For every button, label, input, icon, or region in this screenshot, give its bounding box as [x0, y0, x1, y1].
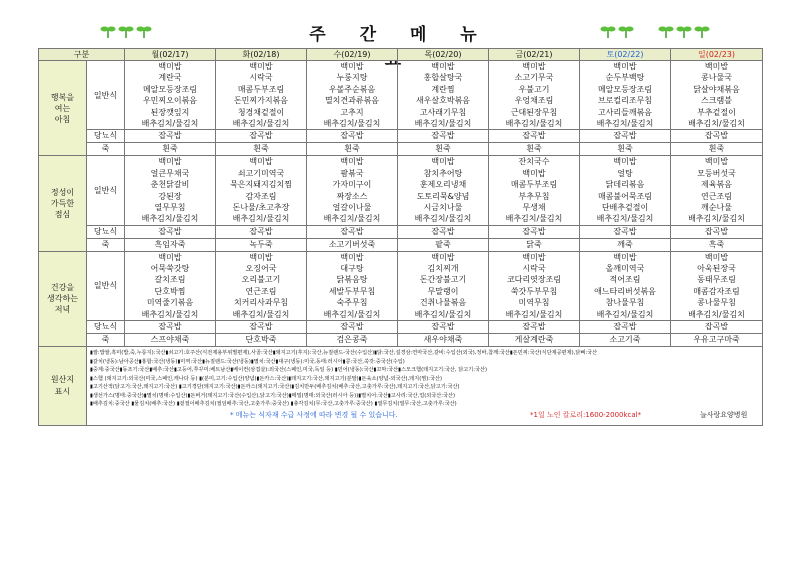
menu-item: 팜볶국	[340, 168, 364, 178]
menu-item: 누룽지탕	[336, 73, 368, 83]
menu-item: 배추김치/물김치	[505, 214, 563, 224]
meal-label-line: 건강을	[50, 283, 75, 293]
menu-item: 배추김치/물김치	[232, 214, 290, 224]
porridge-item: 흰죽	[489, 143, 580, 156]
diabetic-item: 잡곡밥	[125, 321, 216, 334]
menu-item: 백미밥	[704, 252, 729, 262]
lunch-porridge-row	[39, 238, 763, 251]
lunch-label	[39, 156, 87, 251]
menu-item: 무말랭이	[427, 286, 459, 296]
porridge-label: 죽	[87, 238, 125, 251]
menu-item: 부추겉절이	[697, 107, 736, 117]
day-menu-cell	[307, 251, 398, 320]
menu-item: 닭살야채볶음	[693, 84, 740, 94]
menu-item: 고사리들깨볶음	[597, 107, 653, 117]
day-menu-cell	[307, 61, 398, 130]
menu-item: 백미밥	[249, 62, 273, 71]
menu-item: 돈간장불고기	[419, 275, 467, 285]
menu-item: 메알모등장조림	[142, 84, 198, 94]
diabetic-item: 잡곡밥	[580, 130, 671, 143]
day-menu-cell	[671, 61, 763, 130]
menu-item: 백미밥	[522, 252, 546, 262]
menu-item: 배추김치/물김치	[414, 214, 472, 224]
menu-item: 백미밥	[431, 252, 455, 262]
menu-item: 배추김치/물김치	[414, 118, 472, 128]
menu-item: 배추김치/물김치	[505, 118, 563, 128]
sprout-icon	[676, 24, 692, 38]
menu-item: 배추김치/물김치	[141, 214, 199, 224]
day-header-fri: 금(02/21)	[489, 49, 580, 61]
menu-item: 배추김치/물김치	[596, 214, 654, 224]
menu-item: 메알모등장조림	[597, 84, 653, 94]
porridge-item: 단호박죽	[216, 334, 307, 347]
general-label: 일반식	[87, 251, 125, 320]
menu-item: 된장깻잎지	[150, 107, 190, 117]
porridge-item: 스프야채죽	[125, 334, 216, 347]
meal-label-line: 정성이	[50, 188, 75, 198]
menu-item: 쑥갓두부무침	[510, 286, 558, 296]
diabetic-item: 잡곡밥	[216, 225, 307, 238]
menu-item: 백미밥	[522, 62, 546, 71]
menu-item: 미역줄기볶음	[146, 298, 194, 308]
sprout-icon	[600, 24, 616, 38]
menu-item: 백미밥	[613, 252, 637, 262]
dinner-diabetic-row	[39, 321, 763, 334]
meal-label-line: 여는	[54, 103, 71, 113]
menu-item: 콩나물국	[701, 73, 732, 83]
day-menu-cell	[580, 61, 671, 130]
menu-item: 배추김치/물김치	[596, 118, 654, 128]
day-menu-cell	[489, 61, 580, 130]
menu-item: 배추김치/물김치	[232, 309, 290, 319]
menu-item: 열무무침	[154, 202, 186, 212]
diabetic-item: 잡곡밥	[307, 130, 398, 143]
menu-item: 백미밥	[431, 62, 455, 71]
menu-item: 짜장소스	[336, 191, 368, 201]
day-menu-cell	[125, 61, 216, 130]
meal-label-line: 행복을	[50, 92, 75, 102]
sprout-icon	[100, 24, 116, 38]
diabetic-item: 잡곡밥	[671, 321, 763, 334]
menu-item: 콩나물무침	[697, 298, 736, 308]
menu-item: 백미밥	[158, 157, 182, 167]
day-menu-cell	[580, 251, 671, 320]
menu-item: 배추김치/물김치	[688, 214, 745, 224]
diabetic-item: 잡곡밥	[671, 225, 763, 238]
porridge-item: 팥죽	[398, 238, 489, 251]
sprout-icon	[118, 24, 134, 38]
menu-item: 숙주무침	[336, 298, 368, 308]
menu-item: 배추김치/물김치	[596, 309, 654, 319]
gubun-header: 구분	[39, 49, 125, 61]
dinner-porridge-row	[39, 334, 763, 347]
menu-item: 배추김치/물김치	[414, 309, 472, 319]
menu-item: 잔치국수	[518, 157, 550, 167]
menu-item: 적어조림	[609, 275, 641, 285]
menu-item: 깨순나물	[701, 202, 732, 212]
menu-item: 무생채	[522, 202, 546, 212]
meal-label-line: 점심	[54, 210, 71, 220]
diabetic-item: 잡곡밥	[125, 130, 216, 143]
day-menu-cell	[216, 156, 307, 225]
menu-item: 순두부백탕	[605, 73, 645, 83]
menu-item: 배추김치/물김치	[232, 118, 290, 128]
origin-label-line: 원산지	[50, 374, 75, 384]
menu-item: 멸치견과류볶음	[324, 96, 380, 106]
breakfast-label	[39, 61, 87, 156]
menu-item: 단호박찜	[154, 286, 186, 296]
menu-item: 브로컬리조무침	[597, 96, 653, 106]
origin-line: ▮갈치(냉동):남아공산▮홍합:국산(냉동)▮미역:국산▮뉴질랜드:국산(냉동)▮멸치:국산▮대구(냉동):미국,동태:러시아▮콩:국산,쑥갓:중국산(수입)	[90, 358, 405, 365]
menu-item: 김치찌개	[427, 264, 459, 274]
menu-item: 배추김치/물김치	[323, 309, 381, 319]
menu-item: 돈나물/초고추장	[232, 202, 290, 212]
menu-item: 제육볶음	[701, 180, 732, 190]
diabetic-item: 잡곡밥	[125, 225, 216, 238]
menu-item: 배추김치/물김치	[323, 214, 381, 224]
diabetic-item: 잡곡밥	[580, 225, 671, 238]
day-header-mon: 월(02/17)	[125, 49, 216, 61]
menu-item: 얼탕	[617, 168, 633, 178]
day-menu-cell	[398, 251, 489, 320]
lunch-general-row	[39, 156, 763, 225]
origin-label	[39, 347, 87, 426]
menu-item: 홍합살탕국	[423, 73, 463, 83]
menu-item: 아욱된장국	[697, 264, 736, 274]
day-header-wed: 수(02/19)	[307, 49, 398, 61]
porridge-item: 닭죽	[489, 238, 580, 251]
menu-item: 우민찌오이볶음	[142, 96, 198, 106]
day-header-sun: 일(02/23)	[671, 49, 763, 61]
menu-item: 단배추겉절이	[601, 202, 649, 212]
porridge-item: 흰죽	[307, 143, 398, 156]
meal-label-line: 아침	[54, 114, 71, 124]
menu-item: 얼갈이나물	[332, 202, 372, 212]
menu-item: 배추김치/물김치	[688, 309, 745, 319]
title-bar	[0, 18, 800, 48]
menu-item: 어묵쑥갓탕	[150, 264, 190, 274]
origin-line: ▮고기산적(닭고기:국산,돼지고기:국산) ▮고기경단(돼지고기:국산)▮돈까스(돼지고기:국산)▮김치만두(배추김치(배추:국산,고춧가루:국산),돼지고기:국산,닭고기:국산)	[90, 384, 460, 391]
menu-item: 계란찜	[431, 84, 455, 94]
porridge-item: 게살계란죽	[489, 334, 580, 347]
menu-item: 건취나물볶음	[419, 298, 467, 308]
menu-item: 매콤감자조림	[693, 286, 740, 296]
porridge-item: 검은콩죽	[307, 334, 398, 347]
day-header-thu: 목(02/20)	[398, 49, 489, 61]
menu-item: 청경채겉절이	[237, 107, 285, 117]
menu-item: 배추김치/물김치	[141, 309, 199, 319]
menu-item: 새우살호박볶음	[415, 96, 471, 106]
origin-row	[39, 347, 763, 426]
menu-item: 고사래기무침	[419, 107, 467, 117]
day-menu-cell	[671, 251, 763, 320]
menu-item: 스크램블	[701, 96, 732, 106]
weekly-menu-table	[38, 48, 763, 426]
menu-item: 코다리엿장조림	[506, 275, 562, 285]
day-menu-cell	[489, 156, 580, 225]
day-menu-cell	[671, 156, 763, 225]
porridge-item: 흑죽	[671, 238, 763, 251]
menu-item: 백미밥	[249, 157, 273, 167]
meal-label-line: 가득한	[50, 199, 75, 209]
menu-item: 치커리사과무침	[233, 298, 289, 308]
dinner-general-row	[39, 251, 763, 320]
origin-line: ▮스햄 (돼지고기:외국산(미국,스페인,캐나다 등) ▮(분미,고기:수입산(양념)▮돈카스:국산)▮돼지고기:국산,돼지고기(분말)▮돈육소(양념-외국산),돼지(찜):국산)	[90, 375, 443, 382]
sprout-icon	[136, 24, 152, 38]
day-menu-cell	[216, 251, 307, 320]
diabetic-item: 잡곡밥	[489, 321, 580, 334]
menu-item: 근대된장무침	[510, 107, 558, 117]
menu-item: 감자조림	[245, 191, 277, 201]
menu-item: 시락국	[249, 73, 273, 83]
diabetic-item: 잡곡밥	[671, 130, 763, 143]
day-menu-cell	[489, 251, 580, 320]
meal-label-line: 저녁	[54, 305, 71, 315]
breakfast-diabetic-row	[39, 130, 763, 143]
porridge-label: 죽	[87, 143, 125, 156]
menu-item: 닭볶음탕	[336, 275, 368, 285]
menu-item: 백미밥	[613, 157, 637, 167]
sprout-icon	[618, 24, 634, 38]
menu-item: 강된장	[158, 191, 182, 201]
menu-item: 미역무침	[518, 298, 550, 308]
general-label: 일반식	[87, 156, 125, 225]
diabetic-item: 잡곡밥	[307, 321, 398, 334]
menu-item: 백미밥	[340, 62, 364, 71]
menu-item: 고추지	[340, 107, 364, 117]
origin-line: ▮생선가스(명태:중국산)▮멸치(명태:수입산)▮돈버거(돼지고기:국산(수입산),닭고기:국산)▮메밀(명태:외국산(러시아 등))▮멸치어:국산▮고사리:국산,얼(외국산:국산)	[90, 392, 456, 399]
menu-item: 애느타리버섯볶음	[594, 286, 656, 296]
menu-item: 훈제오리냉채	[419, 180, 467, 190]
sprout-icon	[694, 24, 710, 38]
menu-item: 백미밥	[613, 62, 637, 71]
lunch-diabetic-row	[39, 225, 763, 238]
menu-item: 연근조림	[701, 191, 732, 201]
menu-item: 백미밥	[249, 252, 273, 262]
diabetic-item: 잡곡밥	[398, 130, 489, 143]
origin-line: ▮중계:중국산▮동조기:국산▮배추:국산▮고등어,쭈꾸미:베트남산▮베이컨(삼겹살):외국산(스페인,미국,독일 등) ▮민어(냉동):국산▮꼬막:국산▮스모크햄(돼지고기:국산, 닭고기:국산)	[90, 367, 488, 374]
menu-item: 돈민찌가지볶음	[233, 96, 289, 106]
origin-line: ▮쌀:밥쌀,흑미(밥,죽,누룽지):국산▮쇠고기:호주산(식전제용부위별편제),사골:국산▮돼지고기(후지):국산,뉴질랜드-국산(수입산)▮닭:국산,설경삼:연마국산,갈비:수입산(외국),정바,참깨:국산▮돈민찌:국산(식단제공편제),닭뼈:국산	[90, 350, 598, 357]
menu-item: 동태무조림	[697, 275, 736, 285]
menu-item: 닭데리볶음	[605, 180, 645, 190]
day-header-tue: 화(02/18)	[216, 49, 307, 61]
porridge-label: 죽	[87, 334, 125, 347]
day-header-sat: 토(02/22)	[580, 49, 671, 61]
day-menu-cell	[580, 156, 671, 225]
menu-item: 묵은지돼지김치찜	[230, 180, 292, 190]
day-menu-cell	[398, 156, 489, 225]
menu-change-note: * 메뉴는 식자재 수급 사정에 따라 변경 될 수 있습니다.	[230, 410, 398, 419]
porridge-item: 녹두죽	[216, 238, 307, 251]
menu-item: 백미밥	[522, 168, 546, 178]
menu-item: 오리불고기	[241, 275, 281, 285]
day-menu-cell	[216, 61, 307, 130]
menu-item: 백미밥	[158, 62, 182, 71]
menu-item: 백미밥	[340, 157, 364, 167]
menu-item: 대구탕	[340, 264, 364, 274]
diabetic-label: 당뇨식	[87, 225, 125, 238]
menu-item: 배추김치/물김치	[688, 118, 745, 128]
porridge-item: 소고기버섯죽	[307, 238, 398, 251]
porridge-item: 흑임자죽	[125, 238, 216, 251]
menu-item: 세발두부무침	[328, 286, 376, 296]
menu-item: 얼큰무채국	[150, 168, 190, 178]
diabetic-item: 잡곡밥	[489, 130, 580, 143]
menu-item: 백미밥	[158, 252, 182, 262]
menu-item: 참치추어탕	[423, 168, 463, 178]
menu-item: 우엉채조림	[514, 96, 554, 106]
menu-item: 쇠고기미역국	[237, 168, 285, 178]
page-title: 주 간 메 뉴	[309, 25, 491, 45]
menu-item: 올깨미역국	[605, 264, 645, 274]
menu-item: 백미밥	[340, 252, 364, 262]
breakfast-general-row	[39, 61, 763, 130]
menu-item: 매콤불어묵조림	[597, 191, 653, 201]
porridge-item: 흰죽	[580, 143, 671, 156]
diabetic-item: 잡곡밥	[307, 225, 398, 238]
porridge-item: 흰죽	[216, 143, 307, 156]
day-menu-cell	[398, 61, 489, 130]
menu-item: 시금치나물	[423, 202, 463, 212]
porridge-item: 깨죽	[580, 238, 671, 251]
diabetic-item: 잡곡밥	[398, 321, 489, 334]
diabetic-item: 잡곡밥	[398, 225, 489, 238]
menu-item: 우볼주순볶음	[328, 84, 376, 94]
diabetic-label: 당뇨식	[87, 321, 125, 334]
diabetic-label: 당뇨식	[87, 130, 125, 143]
dinner-label	[39, 251, 87, 346]
porridge-item: 흰죽	[398, 143, 489, 156]
header-row	[39, 49, 763, 61]
general-label: 일반식	[87, 61, 125, 130]
day-menu-cell	[125, 251, 216, 320]
origin-label-line: 표시	[54, 386, 71, 396]
porridge-item: 흰죽	[125, 143, 216, 156]
diabetic-item: 잡곡밥	[489, 225, 580, 238]
menu-item: 배추김치/물김치	[505, 309, 563, 319]
porridge-item: 흰죽	[671, 143, 763, 156]
day-menu-cell	[125, 156, 216, 225]
porridge-item: 소고기죽	[580, 334, 671, 347]
menu-item: 매콤두부조림	[510, 180, 558, 190]
diabetic-item: 잡곡밥	[216, 130, 307, 143]
menu-item: 참나물무침	[605, 298, 645, 308]
menu-item: 소고기무국	[514, 73, 554, 83]
diabetic-item: 잡곡밥	[580, 321, 671, 334]
menu-item: 우불고기	[518, 84, 550, 94]
breakfast-porridge-row	[39, 143, 763, 156]
menu-item: 배추김치/물김치	[141, 118, 199, 128]
menu-item: 배추김치/물김치	[323, 118, 381, 128]
porridge-item: 우유고구마죽	[671, 334, 763, 347]
menu-item: 부추무침	[518, 191, 550, 201]
menu-item: 도토리묵&양념	[416, 191, 470, 201]
menu-item: 계란국	[158, 73, 182, 83]
menu-item: 백미밥	[704, 62, 729, 71]
menu-item: 시락국	[522, 264, 546, 274]
calorie-note: *1일 노인 칼로리:1600-2000kcal*	[530, 410, 642, 419]
porridge-item: 새우야채죽	[398, 334, 489, 347]
menu-item: 갈치조림	[154, 275, 186, 285]
origin-text	[87, 347, 763, 426]
origin-line: ▮배추김치:중국산 ▮물김치(배추:국산) ▮겉절이배추김치(절임배추:국산,고춧가루:중국산) ▮총각김치(무:국산,고춧가루:중국산) ▮열무김치(열무:국산,고춧가루:국산)	[90, 401, 457, 408]
hospital-name: 늘사랑요양병원	[700, 410, 748, 419]
menu-item: 춘천닭갈비	[150, 180, 190, 190]
day-menu-cell	[307, 156, 398, 225]
menu-item: 연근조림	[245, 286, 277, 296]
menu-item: 백미밥	[431, 157, 455, 167]
menu-item: 오징어국	[245, 264, 277, 274]
diabetic-item: 잡곡밥	[216, 321, 307, 334]
sprout-icon	[658, 24, 674, 38]
menu-item: 매콤두부조림	[237, 84, 285, 94]
meal-label-line: 생각하는	[47, 294, 78, 304]
menu-item: 백미밥	[704, 157, 729, 167]
menu-item: 모등버섯국	[697, 168, 736, 178]
menu-item: 가자미구이	[332, 180, 372, 190]
